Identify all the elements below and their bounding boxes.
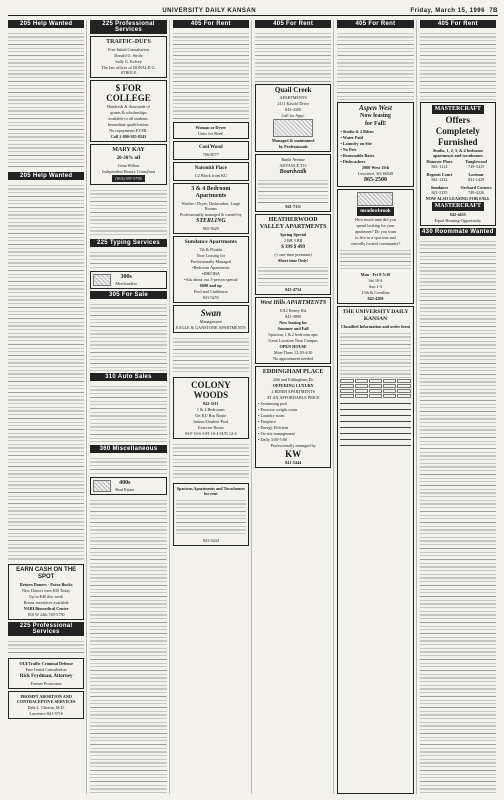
traffic-title: TRAFFIC-DUI'S [106,39,151,45]
heather-spring: Spring Special [280,232,307,237]
real-estate-title: 400s [119,480,131,486]
classified-text [255,30,331,82]
cool-wood-ad [173,141,249,160]
section-header: 405 For Rent [420,20,496,28]
quail-addr: 2111 Kasold Drive [277,101,309,106]
abortion-ad [8,691,84,719]
colony-line: Indoor/Outdoor Pool [193,419,229,424]
westhills-line: Summer and Fall [277,326,309,331]
earn-line: Bonus incentives available [23,600,69,605]
masthead [8,6,498,16]
section-header: 360 Miscellaneous [90,445,166,453]
aspen-west-ad [337,102,413,187]
quail-call: Call for Appt. [281,113,305,118]
eddingham-feature: • Energy Efficient [257,425,289,430]
eddingham-feature: • Daily 3:00-5:00 [257,437,288,442]
offers-line: Furnished [438,137,478,147]
offers-desc: Studio, 1, 2, 3, & 4 bedroom apartments and townhomes [432,148,483,158]
classified-text [8,182,84,562]
west-hills-ad [255,297,331,364]
heather-line: 2 BR 3 BR [283,238,303,243]
meadowbrook-addr: 15th & Crestline [361,290,390,295]
property-name: Regents Court [426,172,453,177]
section-header: 305 For Sale [90,291,166,299]
criminal-title: OUI/Traffic Criminal Defense [19,661,73,666]
earn-line: New Donors earn $30 Today [22,588,71,593]
section-header: 225 Typing Services [90,239,166,247]
aspen-title: Aspen West [358,104,392,112]
form-field[interactable] [340,441,410,446]
sundance-phone: 841-5255 [202,295,219,300]
property-phone: 841-5255 [431,190,448,195]
sterling-logo: STERLING [195,218,226,224]
section-header: 205 Help Wanted [8,20,84,28]
merchandise-banner [90,271,166,289]
meadowbrook-phone: 842-4200 [367,296,384,301]
section-header: 310 Auto Sales [90,373,166,381]
property-name: Lorimar [468,172,484,177]
earn-cash-ad [8,564,84,620]
earn-title: EARN CASH ON THE SPOT [16,567,77,580]
form-field[interactable] [340,417,410,422]
meadowbrook-sun: Sun 1-4 [368,284,383,289]
real-estate-banner [90,477,166,495]
naismith-title: Naismith Place [194,166,227,171]
criminal-sub: Free Initial Consultation [25,667,67,672]
section-header: 225 Professional Services [90,20,166,34]
westhills-hours: Mon-Thurs 12:30-4:30 [273,350,313,355]
traffic-name: Donald G. Strole [114,53,143,58]
column-2 [90,20,169,794]
property-name: Orchard Corners [460,185,492,190]
swan-sub: Management [199,319,222,324]
earn-company: NABI Biomedical Center [23,606,69,611]
quail-title: Quail Creek [274,86,312,94]
naismith-ad [173,162,249,181]
abortion-title: PROMPT ABORTION AND CONTRACEPTIVE SERVICES [16,694,76,704]
form-field[interactable] [340,429,410,434]
meadowbrook-question: How much time did you [355,217,396,222]
naismith-sub: 1/2 Block from KU [194,173,228,178]
house-icon [93,480,111,492]
classified-text [420,238,496,794]
equal-housing: Equal Housing Opportunity [434,218,482,223]
merchandise-sub: Merchandise [115,281,137,286]
colony-line: Exercise Room [197,425,224,430]
eddingham-feature: • Laundry room [257,413,285,418]
spacious-apartments-ad [173,483,249,546]
aspen-feature: • Laundry on Site [340,141,372,146]
rate-table [340,379,410,398]
meadowbrook-sat: Sat 10-4 [368,278,383,283]
colony-hours: M-F 10-6 SAT 10-4 SUN 12-4 [185,431,237,436]
battle-title: Battle Avenue [281,157,305,162]
westhills-line: Great Location Near Campus [268,338,318,343]
westhills-line: Spacious 1 & 2 bedroom apts [268,332,318,337]
merchandise-title: 300s [120,274,132,280]
mary-title: MARY KAY [112,147,145,153]
property-name: Tanglewood [465,159,487,164]
colony-woods-ad [173,377,249,439]
aspen-feature: • Water Paid [340,135,364,140]
college-line: Hundreds & thousands of [107,104,150,109]
offers-line: Offers [445,115,471,125]
earn-line: Return Donors - Extra Bucks [19,582,73,587]
mastercraft-logo: MASTERCRAFT [432,105,484,114]
property-phone: 841-1212 [431,164,448,169]
washer-dryer-ad [173,122,249,139]
westhills-phone: 841-3800 [285,314,302,319]
heather-phone: 843-4754 [285,287,302,292]
sundance-line: Now Leasing for [196,253,225,258]
mary-name: Gena Wilbur [117,163,140,168]
cool-wood-title: Cool Wood [198,145,223,150]
boardwalk-phone: 841-7111 [285,204,301,209]
aspen-addr: 2900 West 15th [361,165,390,170]
colony-phone: 842-5111 [203,401,219,406]
westhills-title: West Hills APARTMENTS [260,300,327,306]
property-grid [423,159,493,195]
bedroom-apartments-ad [173,183,249,234]
classified-text [337,30,413,100]
westhills-addr: 1012 Emery Rd. [279,308,307,313]
quail-creek-ad [255,84,331,152]
classified-text [90,249,166,269]
classified-text [340,247,410,271]
mary-phone: (913) 597-5758 [112,175,144,182]
sterling-phone: 865-5629 [202,226,219,231]
heather-line: $ 399 $ 499 [281,245,306,250]
aspen-line: Now leasing [360,113,391,119]
section-header: 405 For Rent [173,20,249,28]
classified-text [173,335,249,375]
meadowbrook-question: centrally located community? [350,241,401,246]
column-1 [8,20,87,794]
college-line: available to all students. [108,116,149,121]
classified-text [173,441,249,481]
battle-sub: ADVANCE TO: [279,163,307,168]
aspen-feature: • Dishwashers [340,159,366,164]
quail-line: Managed & maintained [271,138,315,143]
classified-text [90,383,166,443]
westhills-appt: No appointment needed [273,356,314,361]
abortion-addr: Lawrence 841-5716 [29,711,63,716]
section-header: 405 For Rent [255,20,331,28]
offers-line: Completely [435,126,480,136]
mastercraft-ad [420,102,496,226]
column-3 [173,20,252,794]
kansan-order-form [337,306,413,794]
form-field[interactable] [340,405,410,410]
traffic-sub: Free Initial Consultation [108,47,149,52]
spacious-title: Spacious Apartments and Townhomes for rent [176,486,245,496]
swan-management-ad [173,305,249,333]
kansan-title: THE UNIVERSITY DAILY KANSAN [342,309,409,322]
eddingham-feature: • Exercise weight room [257,407,298,412]
property-phone: 749-4226 [468,190,485,195]
eddingham-ad [255,366,331,468]
eddingham-feature: • Swimming pool [257,401,288,406]
mastercraft-phone: 842-4455 [449,212,466,217]
masthead-title: UNIVERSITY DAILY KANSAN [162,7,257,14]
washer-title: Woman or Dryer [195,125,227,130]
meadowbrook-question: to live in a spacious and [355,235,396,240]
section-header: 225 Professional Services [8,622,84,636]
mary-role: Independent Beauty Consultant [102,169,155,174]
meadowbrook-question: spend looking for your [356,223,395,228]
masthead-date: Friday, March 15, 1996 [410,7,485,14]
sundance-title: Sundance Apartments [184,239,237,245]
masthead-page: 7B [489,7,498,14]
classified-text [176,497,246,537]
eddingham-offer: OFFERING LUXURY [272,383,314,388]
aspen-feature: • Reasonable Rates [340,153,375,158]
sundance-line: •Ask about our 3-person special [184,277,238,282]
classified-text [90,187,166,237]
earn-phone: 816 W 24th 749-5750 [27,612,65,617]
meadowbrook-logo-icon [357,192,393,206]
quail-illustration [273,119,313,137]
meadowbrook-title: meadowbrook [357,207,393,216]
classified-text [173,30,249,120]
mastercraft-logo: MASTERCRAFT [432,202,484,211]
washer-sub: Units for Rent! [198,131,224,136]
aspen-city: Lawrence, KS 66049 [357,171,394,176]
column-5 [337,20,416,794]
boardwalk-ad [255,154,331,212]
sundance-line: Professionally Managed [190,259,232,264]
classified-text [258,264,328,286]
mary-kay-ad [90,144,166,185]
aspen-phone: 865-2500 [363,177,387,183]
traffic-name3: The law offices of DONALD G. STROLE [101,65,156,75]
kw-logo: KW [285,449,302,459]
classified-text [420,30,496,100]
eddingham-mgr: Professionally managed by [270,443,316,448]
bedroom-title: 3 & 4 Bedroom Apartments [191,186,231,199]
classified-columns [8,20,498,794]
form-field[interactable] [340,411,410,416]
aspen-feature: • No Pets [340,147,357,152]
classified-text [8,638,84,656]
form-field[interactable] [340,435,410,440]
eddingham-line: AT AN AFFORDABLE PRICE [266,395,320,400]
kansan-sub: Classified Information and order form [340,324,410,329]
column-6 [420,20,498,794]
college-line: Immediate qualification. [107,122,150,127]
classified-text [90,497,166,794]
classified-text [90,455,166,475]
eddingham-feature: • Fireplace [257,419,277,424]
sundance-line: •Bedroom Apartments [192,265,230,270]
traffic-name2: Sally G. Kelsey [115,59,142,64]
colony-line: On KU Bus Route [195,413,227,418]
criminal-name: Rick Frydman, Attorney [19,674,73,679]
swan-title: Swan [200,308,222,318]
sundance-ad [173,236,249,303]
property-name: Sundance [430,185,449,190]
college-line: No repayments EVER. [109,128,148,133]
boardwalk-title: Boardwalk [279,169,307,175]
section-header: 205 Help Wanted [8,172,84,180]
criminal-defense-ad [8,658,84,689]
classified-text [8,30,84,170]
meadowbrook-hours: Mon - Fri 8-5:30 [360,272,391,277]
section-header: 430 Roommate Wanted [420,228,496,236]
classified-text [90,301,166,371]
bedroom-sub: Washer / Dryer, Dishwasher, Large Rooms [181,201,241,211]
property-phone: 841-1212 [431,177,448,182]
heather-title: HEATHERWOOD VALLEY APARTMENTS [259,217,327,230]
quail-line: by Professionals [278,144,308,149]
colony-title: COLONY WOODS [191,380,231,400]
sundance-line: •4BR/3BA [201,271,220,276]
colony-line: 1 & 2 Bedrooms [196,407,225,412]
aspen-line: for Fall! [364,121,386,127]
criminal-sub2: Former Prosecutor [30,681,62,686]
college-ad [90,80,166,142]
sundance-line: 7th & Florida [199,247,223,252]
property-phone: 841-1429 [468,177,485,182]
college-line: grants & scholarships [110,110,147,115]
earn-line: Up to $40 this week [29,594,64,599]
college-phone: Call 1-800-585-8243 [110,134,147,139]
mary-off: 20-30% off [116,156,141,161]
form-field[interactable] [340,399,410,404]
classified-text [258,177,328,203]
college-title: $ FOR COLLEGE [106,83,151,103]
eddingham-addr: 24th and Eddingham Dr. [272,377,314,382]
sundance-line: $690 and up [199,283,222,288]
quail-phone: 843-4300 [285,107,302,112]
quail-sub: APARTMENTS [279,95,307,100]
section-header: 405 For Rent [337,20,413,28]
heatherwood-ad [255,214,331,295]
spacious-phone: 841-5444 [202,538,219,543]
bedroom-line: Professionally managed & owned by [179,212,242,217]
traffic-dui-ad [90,36,166,78]
meadowbrook-question: apartment? Do you want [354,229,397,234]
swan-line: EAGLE & GANSTONE APARTMENTS [175,325,246,330]
property-name: Hanover Place [426,159,453,164]
real-estate-sub: Real Estate [115,487,135,492]
eddingham-phone: 841-5444 [285,460,302,465]
abortion-name: Dale L. Clinton, M.D. [27,705,65,710]
form-field[interactable] [340,423,410,428]
westhills-open: OPEN HOUSE [279,344,307,349]
aspen-feature: • Studio & 2 Bdrm [340,129,374,134]
property-phone: 749-3415 [468,164,485,169]
classified-text [340,330,410,378]
now-leasing: NOW ALSO LEASING FOR FALL [425,196,490,201]
westhills-line: Now leasing for [279,320,308,325]
column-4 [255,20,334,794]
heather-short: Short time Only! [278,258,309,263]
sundance-line: Pool and Clubhouse [193,289,228,294]
merchandise-icon [93,274,111,286]
newspaper-page [8,6,498,794]
cool-wood-phone: 766-8577 [202,152,219,157]
eddingham-feature: • On site management [257,431,295,436]
meadowbrook-ad [337,189,413,304]
heather-line: (+ one-time premium) [274,252,312,257]
eddingham-line: 2 BDRM APARTMENTS [271,389,315,394]
eddingham-title: EDDINGHAM PLACE [262,369,324,375]
